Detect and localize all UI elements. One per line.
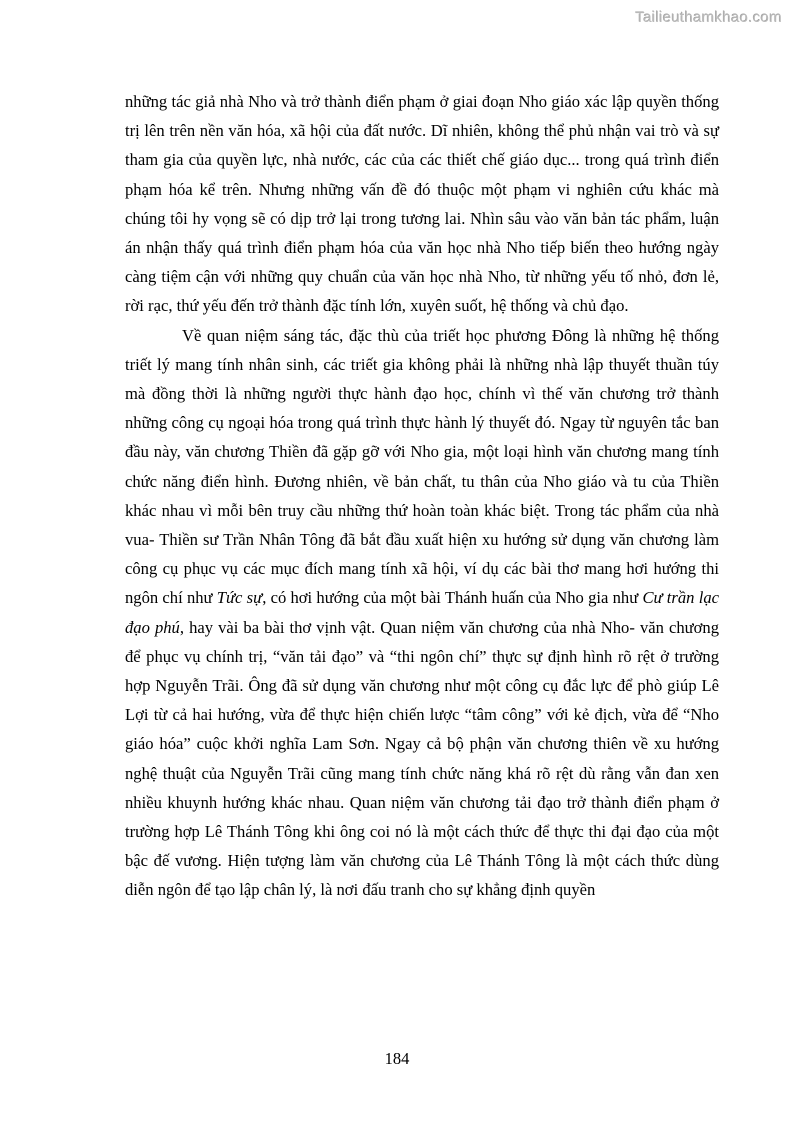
work-title-italic: Cư trần lạc đạo phú bbox=[125, 588, 719, 637]
watermark: Tailieuthamkhao.com bbox=[635, 9, 782, 26]
page-number: 184 bbox=[384, 1049, 410, 1068]
document-body bbox=[125, 87, 719, 905]
paragraph bbox=[125, 87, 719, 321]
paragraph bbox=[125, 321, 719, 905]
work-title-italic: Tức sự bbox=[216, 588, 263, 608]
text-segment: Về quan niệm sáng tác, đặc thù của triết học phương Đông là những hệ thống triết lý mang tính nhân sinh, các triết gia không phải là những nhà lập thuyết thuần túy mà đồng thời là những người thực hành đạo học, chính vì thế văn chương trở thành những công cụ ngoại hóa trong quá trình thực hành lý thuyết đó. Ngay từ nguyên tắc ban đầu này, văn chương Thiền đã gặp gỡ với Nho gia, một loại hình văn chương mang tính chức năng điển hình. Đương nhiên, về bản chất, tu thân của Nho giáo và tu của Thiền khác nhau vì mỗi bên truy cầu những thứ hoàn toàn khác biệt. Trong tác phẩm của nhà vua- Thiền sư Trần Nhân Tông đã bắt đầu xuất hiện xu hướng sử dụng văn chương làm công cụ phục vụ các mục đích mang tính xã hội, ví dụ các bài thơ mang hơi hướng thi ngôn chí như bbox=[125, 325, 719, 608]
text-segment: , có hơi hướng của một bài Thánh huấn của Nho gia như bbox=[262, 588, 643, 608]
text-segment: những tác giả nhà Nho và trở thành điển phạm ở giai đoạn Nho giáo xác lập quyền thống trị lên trên nền văn hóa, xã hội của đất nước. Dĩ nhiên, không thể phủ nhận vai trò và sự tham gia của quyền lực, nhà nước, các của các thiết chế giáo dục... trong quá trình điển phạm hóa kể trên. Nhưng những vấn đề đó thuộc một phạm vi nghiên cứu khác mà chúng tôi hy vọng sẽ có dịp trở lại trong tương lai. Nhìn sâu vào văn bản tác phẩm, luận án nhận thấy quá trình điển phạm hóa của văn học nhà Nho tiếp biến theo hướng ngày càng tiệm cận với những quy chuẩn của văn học nhà Nho, từ những yếu tố nhỏ, đơn lẻ, rời rạc, thứ yếu đến trở thành đặc tính lớn, xuyên suốt, hệ thống và chủ đạo. bbox=[125, 92, 719, 316]
text-segment: , hay vài ba bài thơ vịnh vật. Quan niệm văn chương của nhà Nho- văn chương để phục vụ chính trị, “văn tải đạo” và “thi ngôn chí” thực sự định hình rõ rệt ở trường hợp Nguyễn Trãi. Ông đã sử dụng văn chương như một công cụ đắc lực để phò giúp Lê Lợi từ cả hai hướng, vừa để thực hiện chiến lược “tâm công” với kẻ địch, vừa để “Nho giáo hóa” cuộc khởi nghĩa Lam Sơn. Ngay cả bộ phận văn chương thiên về xu hướng nghệ thuật của Nguyễn Trãi cũng mang tính chức năng khá rõ rệt dù rằng vẫn đan xen nhiều khuynh hướng khác nhau. Quan niệm văn chương tải đạo trở thành điển phạm ở trường hợp Lê Thánh Tông khi ông coi nó là một cách thức để thực thi đại đạo của một bậc đế vương. Hiện tượng làm văn chương của Lê Thánh Tông là một cách thức dùng diễn ngôn để tạo lập chân lý, là nơi đấu tranh cho sự khẳng định quyền bbox=[125, 617, 719, 900]
